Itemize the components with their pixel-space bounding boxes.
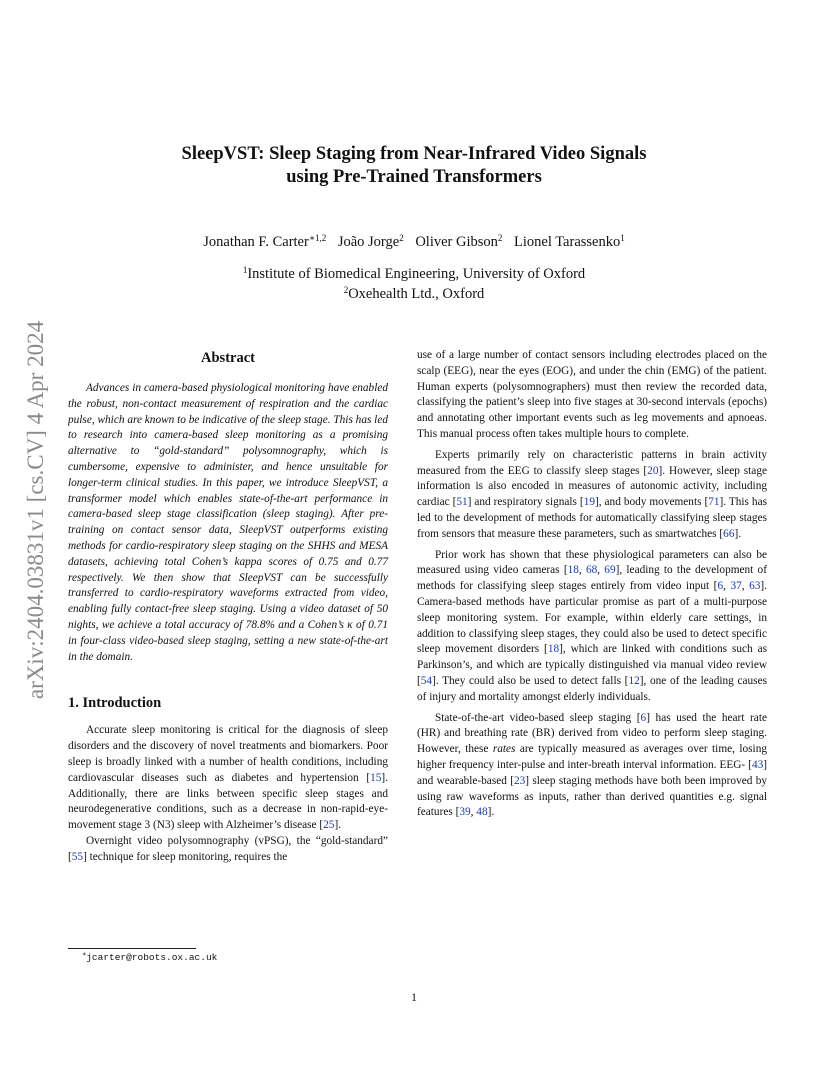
paragraph-text: ]. This has led to the development of methods for automatically classifying sleep stages from sensors that measure these parameters, such as smartwatches [ xyxy=(417,496,767,540)
paragraph xyxy=(417,448,767,543)
paragraph-text: ], one of the leading causes of injury and mortality amongst elderly individuals. xyxy=(417,674,767,703)
paragraph: use of a large number of contact sensors including electrodes placed on the scalp (EEG), near the eyes (EOG), and under the chin (EMG) of the patient. Human experts (polysomnographers) must then review the recorded data, classifying the patient’s sleep into five stages at 30-second intervals (epochs) and annotating other important events such as leg movements and apnoeas. This manual process often takes multiple hours to complete. xyxy=(417,349,767,440)
paragraph-text: ]. xyxy=(334,819,342,832)
affiliation-list xyxy=(100,264,728,304)
author-name: João Jorge xyxy=(337,234,400,250)
paragraph-text: Accurate sleep monitoring is critical for the diagnosis of sleep disorders and the discovery of novel treatments and biomarkers. Poor sleep is broadly linked with a number of health conditions, including cardiovascular diseases such as diabetes and hypertension [ xyxy=(68,724,388,784)
right-column xyxy=(417,348,767,821)
paragraph-text: ], and body movements [ xyxy=(594,496,709,509)
citation-link[interactable]: 48 xyxy=(476,806,488,819)
paragraph-text: ], leading to the development of methods for classifying sleep stages entirely from video input [ xyxy=(417,564,767,593)
author xyxy=(415,234,502,250)
affiliation xyxy=(100,284,728,304)
citation-link[interactable]: 66 xyxy=(723,527,735,540)
paragraph-text: ] and wearable-based [ xyxy=(417,758,767,787)
abstract-text: Advances in camera-based physiological monitoring have enabled the robust, non-contact measurement of respiration and the cardiac pulse, which are known to be indicative of the sleep stage. This has led to research into camera-based sleep monitoring as a promising alternative to “gold-standard” polysomnography, which is cumbersome, expensive to administer, and hence unsuitable for longer-term clinical studies. In this paper, we introduce SleepVST, a transformer model which enables state-of-the-art performance in camera-based sleep stage classification (sleep staging). After pre-training on contact sensor data, SleepVST outperforms existing methods for cardio-respiratory sleep staging on the SHHS and MESA datasets, achieving total Cohen’s kappa scores of 0.75 and 0.77 respectively. We then show that SleepVST can be successfully transferred to cardio-respiratory waveforms extracted from video, enabling fully contact-free sleep staging. Using a video dataset of 50 nights, we achieve a total accuracy of 78.8% and a Cohen’s κ of 0.71 in four-class video-based sleep staging, setting a new state-of-the-art in the domain. xyxy=(68,382,388,663)
paragraph-text: State-of-the-art video-based sleep staging [ xyxy=(435,711,641,724)
citation-link[interactable]: 71 xyxy=(708,496,720,509)
paragraph-text: ]. Camera-based methods have particular promise as part of a multi-purpose sleep monitoring system. For example, within elderly care settings, in addition to classifying sleep stages, they could also be used to detect specific sleep movement disorders [ xyxy=(417,580,768,656)
citation-link[interactable]: 18 xyxy=(567,564,579,577)
paragraph-text: Experts primarily rely on characteristic patterns in brain activity measured from the EEG to classify sleep stages [ xyxy=(417,448,767,477)
affiliation-text: Institute of Biomedical Engineering, University of Oxford xyxy=(247,266,586,282)
page-number: 1 xyxy=(411,990,417,1004)
citation-link[interactable]: 20 xyxy=(647,464,659,477)
title-line-1: SleepVST: Sleep Staging from Near-Infrared Video Signals xyxy=(181,144,647,164)
paper-title xyxy=(100,143,728,189)
citation-link[interactable]: 69 xyxy=(604,564,616,577)
paragraph-text: , xyxy=(578,564,586,577)
citation-link[interactable]: 6 xyxy=(717,580,724,593)
paragraph-text: are typically measured as averages over time, losing higher frequency inter-pulse and inter-breath interval information. EEG- [ xyxy=(417,743,767,771)
author-affiliation-mark: 2 xyxy=(497,233,503,243)
paragraph xyxy=(68,834,388,866)
left-column xyxy=(68,348,388,866)
abstract-heading: Abstract xyxy=(201,350,255,366)
author-list xyxy=(100,232,728,252)
paragraph-text: ]. Additionally, there are links between specific sleep stages and neurodegenerative conditions, such as a decrease in non-rapid-eye-movement stage 3 (N3) sleep with Alzheimer’s disease [ xyxy=(68,771,388,832)
citation-link[interactable]: 12 xyxy=(628,674,640,687)
arxiv-identifier-text: arXiv:2404.03831v1 [cs.CV] 4 Apr 2024 xyxy=(23,320,48,700)
author xyxy=(514,234,625,250)
paragraph-text: ]. xyxy=(734,527,742,540)
footnote-divider xyxy=(68,948,196,949)
author-name: Jonathan F. Carter xyxy=(203,234,309,250)
paragraph-text: , xyxy=(723,580,731,593)
citation-link[interactable]: 15 xyxy=(370,771,382,784)
arxiv-identifier xyxy=(20,290,54,730)
paragraph xyxy=(68,723,388,834)
citation-link[interactable]: 18 xyxy=(547,643,560,656)
citation-link[interactable]: 23 xyxy=(513,774,526,787)
paragraph-text: ] and respiratory signals [ xyxy=(467,496,584,509)
affiliation-mark: 1 xyxy=(242,265,248,275)
author xyxy=(338,234,404,250)
citation-link[interactable]: 55 xyxy=(71,850,84,863)
author-affiliation-mark: ∗1,2 xyxy=(308,233,327,243)
paragraph-text: ]. They could also be used to detect falls [ xyxy=(432,674,629,687)
paragraph-text: ], which are linked with conditions such as Parkinson’s, and which are typically distinguished via manual video review [ xyxy=(417,643,767,687)
paragraph-text: ] technique for sleep monitoring, requires the xyxy=(83,850,288,863)
paragraph xyxy=(417,548,767,706)
paragraph-text: ]. xyxy=(487,806,495,819)
title-line-2: using Pre-Trained Transformers xyxy=(286,167,542,187)
author-affiliation-mark: 2 xyxy=(399,233,404,243)
paragraph-text: , xyxy=(741,580,750,593)
footnote-mark: ∗ xyxy=(82,951,87,959)
paragraph-text: , xyxy=(470,806,477,819)
citation-link[interactable]: 25 xyxy=(323,819,335,832)
emphasis-text: rates xyxy=(492,743,516,756)
citation-link[interactable]: 37 xyxy=(730,580,742,593)
paragraph-text: ] sleep staging methods have both been improved by using raw waveforms as inputs, rather than derived quantities e.g. signal features [ xyxy=(417,774,767,819)
paragraph-text: Prior work has shown that these physiological parameters can also be measured using video cameras [ xyxy=(417,548,767,577)
author xyxy=(203,234,326,250)
paragraph-text: ]. However, sleep stage information is also encoded in measures of autonomic activity, including cardiac [ xyxy=(417,464,767,509)
citation-link[interactable]: 19 xyxy=(583,496,595,509)
affiliation-mark: 2 xyxy=(343,285,349,295)
author-affiliation-mark: 1 xyxy=(620,233,625,243)
paragraph-text: Overnight video polysomnography (vPSG), the “gold-standard” [ xyxy=(68,834,388,863)
author-name: Oliver Gibson xyxy=(415,234,498,250)
citation-link[interactable]: 39 xyxy=(459,806,471,819)
citation-link[interactable]: 54 xyxy=(420,674,433,687)
affiliation-text: Oxehealth Ltd., Oxford xyxy=(348,286,485,302)
citation-link[interactable]: 63 xyxy=(749,580,761,593)
footnote-email: jcarter@robots.ox.ac.uk xyxy=(86,952,218,963)
footnote xyxy=(82,952,217,963)
affiliation xyxy=(100,264,728,284)
paragraph-text: , xyxy=(597,564,605,577)
paragraph xyxy=(417,711,767,822)
citation-link[interactable]: 68 xyxy=(585,564,598,577)
citation-link[interactable]: 43 xyxy=(751,758,764,771)
citation-link[interactable]: 6 xyxy=(640,711,647,724)
section-heading-introduction: 1. Introduction xyxy=(68,695,162,712)
citation-link[interactable]: 51 xyxy=(456,496,468,509)
author-name: Lionel Tarassenko xyxy=(514,234,621,250)
paragraph-text: ] has used the heart rate (HR) and breathing rate (BR) derived from video to perform sleep staging. However, these xyxy=(417,711,767,756)
